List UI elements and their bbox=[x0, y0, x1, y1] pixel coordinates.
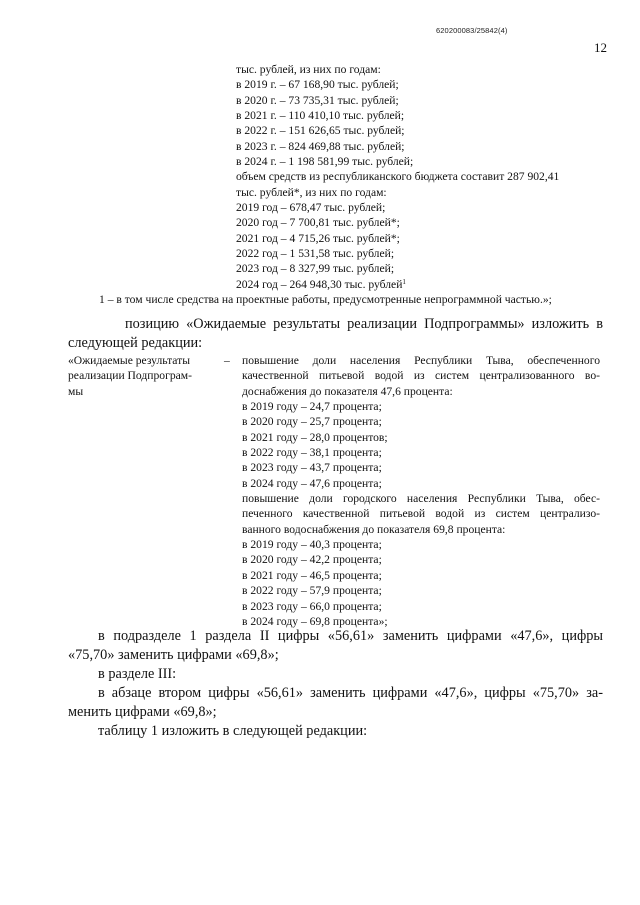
funding-line: 2023 год – 8 327,99 тыс. рублей; bbox=[236, 262, 395, 276]
results-line: в 2024 году – 47,6 процента; bbox=[242, 476, 382, 490]
funding-line: 2021 год – 4 715,26 тыс. рублей*; bbox=[236, 231, 400, 245]
instruction-line: позицию «Ожидаемые результаты реализации Подпрограммы» изложить в bbox=[125, 316, 603, 332]
instruction-line: следующей редакции: bbox=[68, 335, 203, 351]
amendment-line: в абзаце втором цифры «56,61» заменить цифрами «47,6», цифры «75,70» за- bbox=[98, 685, 603, 701]
funding-line: объем средств из республиканского бюджета составит 287 902,41 bbox=[236, 170, 560, 184]
results-line: повышение доли городского населения Республики Тыва, обес- bbox=[242, 492, 600, 506]
document-code: 620200083/25842(4) bbox=[436, 26, 508, 35]
funding-block bbox=[236, 62, 559, 292]
results-line: в 2024 году – 69,8 процента»; bbox=[242, 614, 388, 628]
page-number: 12 bbox=[594, 40, 607, 55]
amendment-line: в подразделе 1 раздела II цифры «56,61» заменить цифрами «47,6», цифры bbox=[98, 628, 603, 644]
results-line: в 2020 году – 42,2 процента; bbox=[242, 553, 382, 567]
footnote-mark: 1 bbox=[402, 277, 406, 286]
results-values bbox=[242, 353, 600, 629]
funding-line: в 2020 г. – 73 735,31 тыс. рублей; bbox=[236, 93, 399, 107]
results-line: в 2022 году – 38,1 процента; bbox=[242, 446, 382, 460]
results-dash: – bbox=[224, 354, 230, 367]
results-line: в 2019 году – 40,3 процента; bbox=[242, 538, 382, 552]
results-line: в 2022 году – 57,9 процента; bbox=[242, 584, 382, 598]
results-label-line: реализации Подпрограм- bbox=[68, 369, 192, 383]
results-label bbox=[68, 353, 192, 399]
results-label-line: «Ожидаемые результаты bbox=[68, 354, 190, 367]
amendment-line: в разделе III: bbox=[98, 666, 177, 682]
funding-line: в 2024 г. – 1 198 581,99 тыс. рублей; bbox=[236, 155, 414, 169]
results-line: повышение доли населения Республики Тыва, обеспеченного bbox=[242, 354, 600, 367]
funding-line: тыс. рублей*, из них по годам: bbox=[236, 185, 387, 199]
amendment-line: «75,70» заменить цифрами «69,8»; bbox=[68, 647, 279, 663]
results-label-line: мы bbox=[68, 384, 84, 398]
funding-line: в 2019 г. – 67 168,90 тыс. рублей; bbox=[236, 78, 399, 92]
funding-line: в 2023 г. – 824 469,88 тыс. рублей; bbox=[236, 139, 405, 153]
funding-line: тыс. рублей, из них по годам: bbox=[236, 63, 381, 76]
funding-line: в 2022 г. – 151 626,65 тыс. рублей; bbox=[236, 124, 405, 138]
results-line: печенного качественной питьевой водой из систем централизо- bbox=[242, 507, 600, 521]
footnote: 1 – в том числе средства на проектные работы, предусмотренные непрограммной частью.»; bbox=[99, 293, 552, 306]
results-line: доснабжения до показателя 47,6 процента: bbox=[242, 384, 453, 398]
results-line: ванного водоснабжения до показателя 69,8 процента: bbox=[242, 522, 506, 536]
results-line: в 2023 году – 43,7 процента; bbox=[242, 461, 382, 475]
funding-line: 2022 год – 1 531,58 тыс. рублей; bbox=[236, 247, 395, 261]
amendment-line: таблицу 1 изложить в следующей редакции: bbox=[98, 723, 368, 739]
results-line: в 2020 году – 25,7 процента; bbox=[242, 415, 382, 429]
results-line: в 2021 году – 28,0 процентов; bbox=[242, 430, 388, 444]
results-line: в 2023 году – 66,0 процента; bbox=[242, 599, 382, 613]
amendment-line: менить цифрами «69,8»; bbox=[68, 704, 217, 720]
funding-line: 2019 год – 678,47 тыс. рублей; bbox=[236, 201, 386, 215]
results-line: качественной питьевой водой из систем централизованного во- bbox=[242, 369, 600, 383]
funding-line: 2020 год – 7 700,81 тыс. рублей*; bbox=[236, 216, 400, 230]
results-line: в 2021 году – 46,5 процента; bbox=[242, 568, 382, 582]
funding-line: 2024 год – 264 948,30 тыс. рублей$^1$ bbox=[236, 277, 406, 291]
results-line: в 2019 году – 24,7 процента; bbox=[242, 400, 382, 414]
funding-line: в 2021 г. – 110 410,10 тыс. рублей; bbox=[236, 109, 405, 123]
